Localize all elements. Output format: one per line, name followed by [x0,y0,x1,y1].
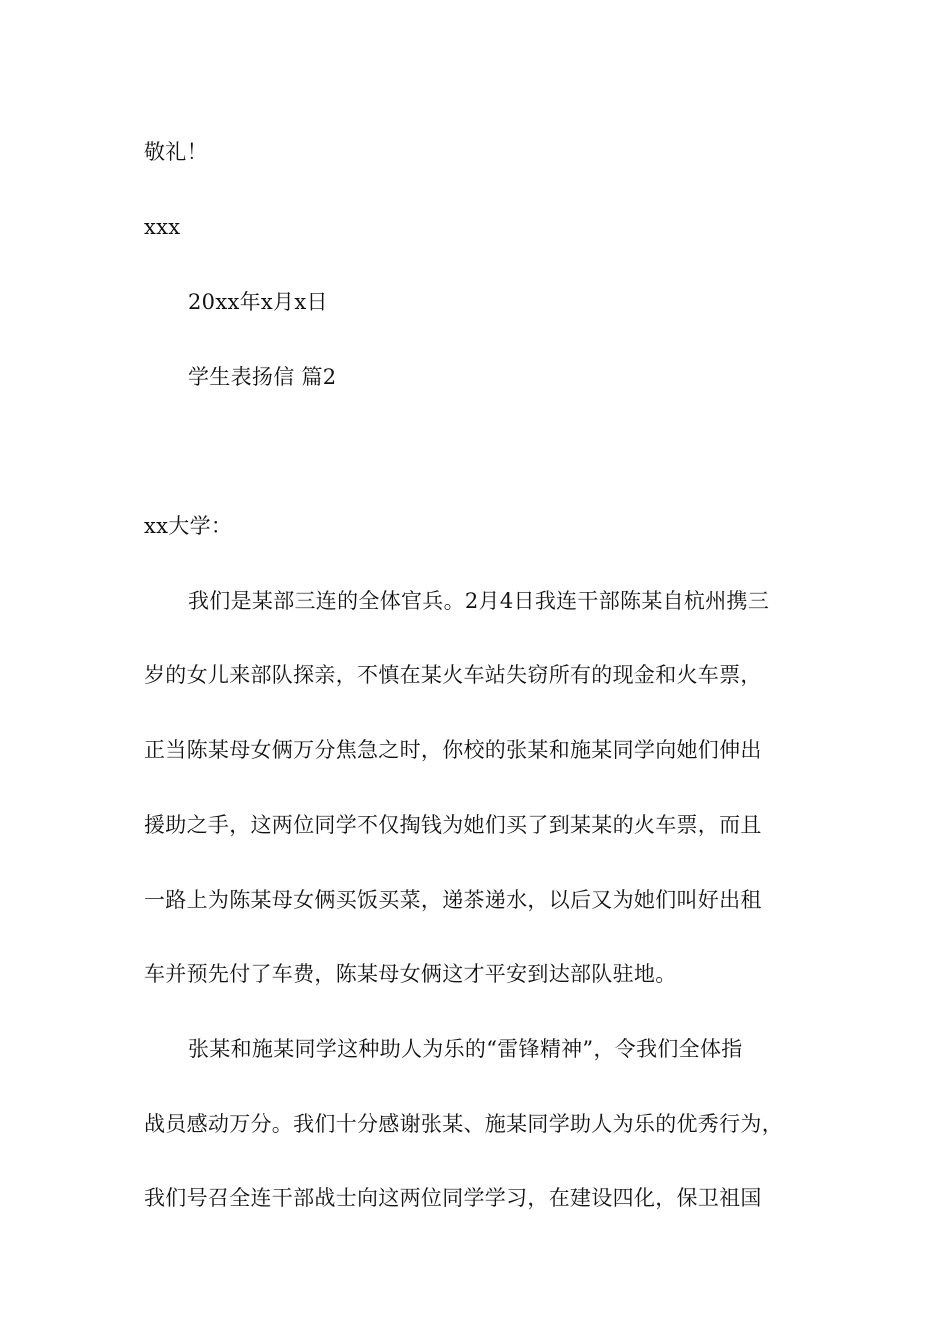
paragraph-line: 我们号召全连干部战士向这两位同学学习，在建设四化，保卫祖国 [144,1186,762,1210]
section-title: 学生表扬信 篇2 [188,365,337,389]
closing-salute: 敬礼！ [144,140,208,164]
paragraph-line: 一路上为陈某母女俩买饭买菜，递茶递水，以后又为她们叫好出租 [144,888,762,912]
paragraph-line: 车并预先付了车费，陈某母女俩这才平安到达部队驻地。 [144,962,677,986]
letter-recipient: xx大学： [144,514,233,538]
paragraph-line: 张某和施某同学这种助人为乐的“雷锋精神”，令我们全体指 [188,1037,743,1061]
closing-signature: xxx [144,215,181,239]
closing-date: 20xx年x月x日 [188,290,328,314]
paragraph-line: 正当陈某母女俩万分焦急之时，你校的张某和施某同学向她们伸出 [144,738,762,762]
paragraph-line: 我们是某部三连的全体官兵。2月4日我连干部陈某自杭州携三 [188,589,770,613]
paragraph-line: 战员感动万分。我们十分感谢张某、施某同学助人为乐的优秀行为， [144,1112,783,1136]
paragraph-line: 援助之手，这两位同学不仅掏钱为她们买了到某某的火车票，而且 [144,813,762,837]
paragraph-line: 岁的女儿来部队探亲，不慎在某火车站失窃所有的现金和火车票， [144,663,762,687]
